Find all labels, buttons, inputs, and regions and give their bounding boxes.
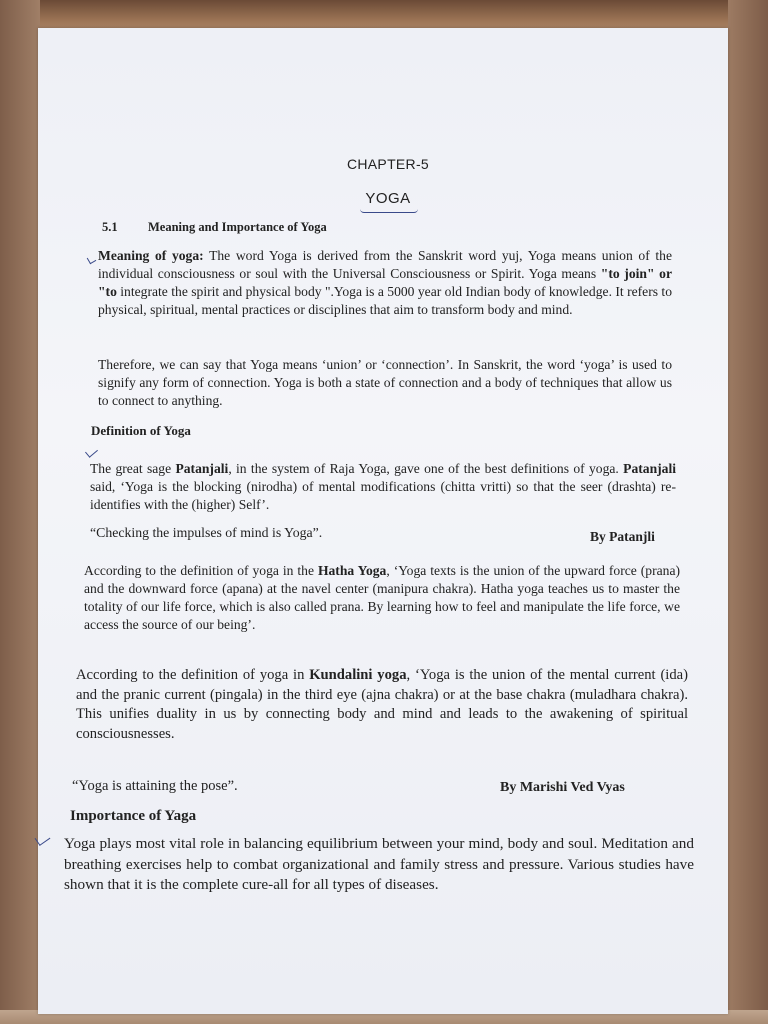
definition-heading: Definition of Yoga — [91, 423, 191, 438]
document-page — [38, 28, 728, 1014]
section-title: Meaning and Importance of Yoga — [148, 220, 327, 234]
meaning-paragraph-2: Therefore, we can say that Yoga means ‘union’ or ‘connection’. In Sanskrit, the word ‘yoga’ is used to signify any form of connection. Yoga is both a state of connection and a body of techniques that allow us to connect to anything. — [98, 357, 672, 408]
importance-heading: Importance of Yaga — [70, 808, 197, 824]
meaning-label: Meaning of yoga: — [98, 248, 204, 263]
pen-tick-mark — [85, 445, 98, 457]
meaning-text: The word Yoga is derived from the Sanskrit word yuj, Yoga means union of the individual consciousness or soul with the Universal Consciousness or Spirit. Yoga means — [98, 248, 672, 281]
page-title: YOGA — [365, 190, 411, 207]
vyas-quote-attribution: By Marishi Ved Vyas — [500, 780, 625, 795]
patanjali-quote: “Checking the impulses of mind is Yoga”. — [90, 525, 323, 540]
patanjali-paragraph: The great sage Patanjali, in the system of Raja Yoga, gave one of the best definitions of yoga. Patanjali said, ‘Yoga is the blocking (nirodha) of mental modifications (chitta vritti) so that the seer (drashta) re-identifies with the (higher) Self’. — [90, 461, 677, 512]
importance-paragraph: Yoga plays most vital role in balancing equilibrium between your mind, body and soul. Meditation and breathing exercises help to combat organizational and family stress and pressure. Various studies have shown that it is the complete cure-all for all types of diseases. — [64, 835, 694, 893]
section-number: 5.1 — [102, 220, 118, 234]
vyas-quote: “Yoga is attaining the pose”. — [72, 778, 238, 794]
meaning-quote: "to join" or "to — [98, 266, 672, 299]
chapter-heading: CHAPTER-5 — [346, 156, 430, 172]
meaning-tail: integrate the spirit and physical body ".Yoga is a 5000 year old Indian body of knowledge. It refers to physical, spiritual, mental practices or disciplines that aim to transform body and mind. — [98, 284, 672, 317]
pen-tick-mark — [87, 255, 97, 265]
title-underline-mark — [360, 209, 418, 213]
table-surface-right — [728, 0, 768, 1024]
hatha-yoga-paragraph: According to the definition of yoga in the Hatha Yoga, ‘Yoga texts is the union of the upward force (prana) and the downward force (apana) at the navel center (manipura chakra). Hatha yoga teaches us to master the totality of our life force, which is also called prana. By learning how to feel and manipulate the life force, we access the source of our being’. — [84, 563, 681, 632]
kundalini-yoga-paragraph: According to the definition of yoga in Kundalini yoga, ‘Yoga is the union of the mental current (ida) and the pranic current (pingala) in the third eye (ajna chakra) or at the base chakra (muladhara chakra). This unifies duality in us by connecting body and mind and leads to the awakening of spiritual consciousnesses. — [76, 667, 688, 742]
patanjali-quote-attribution: By Patanjli — [590, 529, 655, 544]
table-surface-left — [0, 0, 40, 1024]
meaning-paragraph — [98, 247, 672, 319]
